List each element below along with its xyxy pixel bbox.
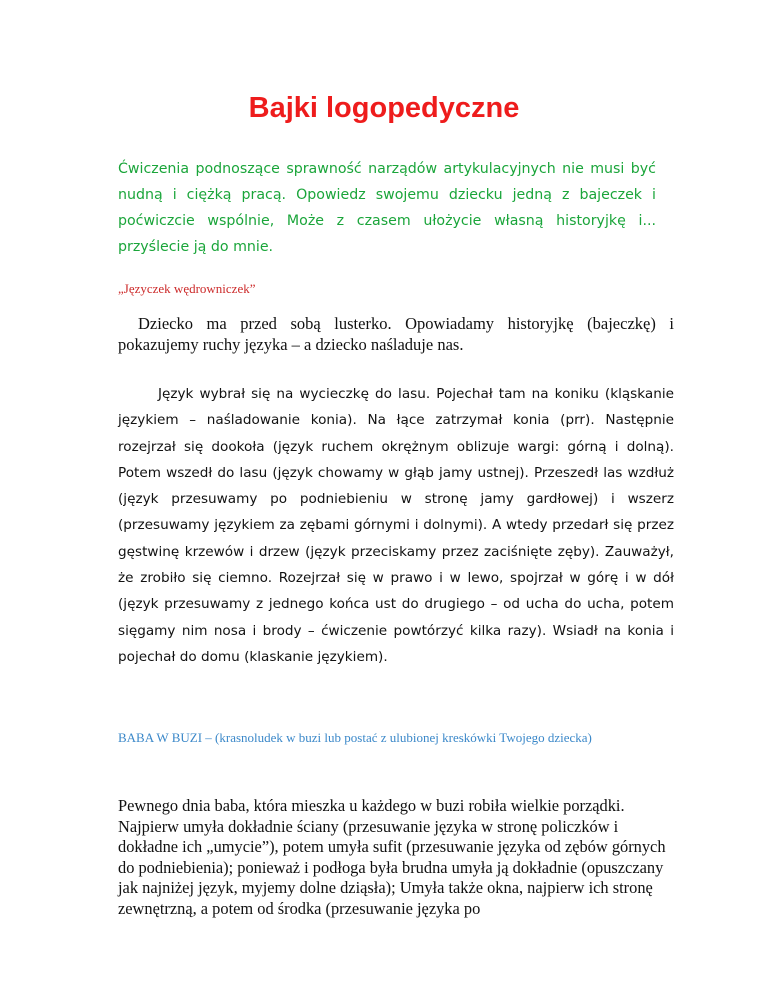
story1-text: Język wybrał się na wycieczkę do lasu. Pojechał tam na koniku (kląskanie językiem – naśladowanie konia). Na łące zatrzymał konia (prr). Następnie rozejrzał się dookoła (język ruchem okrężnym oblizuje wargi: górną i dolną). Potem wszedł do lasu (język chowamy w głąb jamy ustnej). Przeszedł las wzdłuż (język przesuwamy po podniebieniu w stronę jamy gardłowej) i wszerz (przesuwamy językiem za zębami górnymi i dolnymi). A wtedy przedarł się przez gęstwinę krzewów i drzew (język przeciskamy przez zaciśnięte zęby). Zauważył, że zrobiło się ciemno. Rozejrzał się w prawo i w lewo, spojrzał w górę i w dół (język przesuwamy z jednego końca ust do drugiego – od ucha do ucha, potem sięgamy nim nosa i brody – ćwiczenie powtórzyć kilka razy). Wsiadł na konia i pojechał do domu (klaskanie językiem).: [118, 386, 674, 665]
intro-paragraph: Ćwiczenia podnoszące sprawność narządów artykulacyjnych nie musi być nudną i ciężką pracą. Opowiedz swojemu dziecku jedną z bajeczek i poćwiczcie wspólnie, Może z czasem ułożycie własną historyjkę i... przyślecie ją do mnie.: [118, 161, 656, 255]
story1-instruction: Dziecko ma przed sobą lusterko. Opowiadamy historyjkę (bajeczkę) i pokazujemy ruchy języka – a dziecko naśladuje nas.: [118, 314, 674, 354]
story1-title: „Języczek wędrowniczek”: [118, 281, 256, 296]
story2-title: BABA W BUZI – (krasnoludek w buzi lub postać z ulubionej kreskówki Twojego dziecka): [118, 730, 592, 745]
document-title: Bajki logopedyczne: [248, 92, 520, 124]
story2-text: Pewnego dnia baba, która mieszka u każdego w buzi robiła wielkie porządki. Najpierw umyła dokładnie ściany (przesuwanie języka w stronę policzków i dokładne ich „umycie”), potem umyła sufit (przesuwanie języka od zębów górnych do podniebienia); ponieważ i podłoga była brudna umyła ją dokładnie (opuszczany jak najniżej język, myjemy dolne dziąsła); Umyła także okna, najpierw ich stronę zewnętrzną, a potem od środka (przesuwanie języka po: [118, 796, 666, 918]
